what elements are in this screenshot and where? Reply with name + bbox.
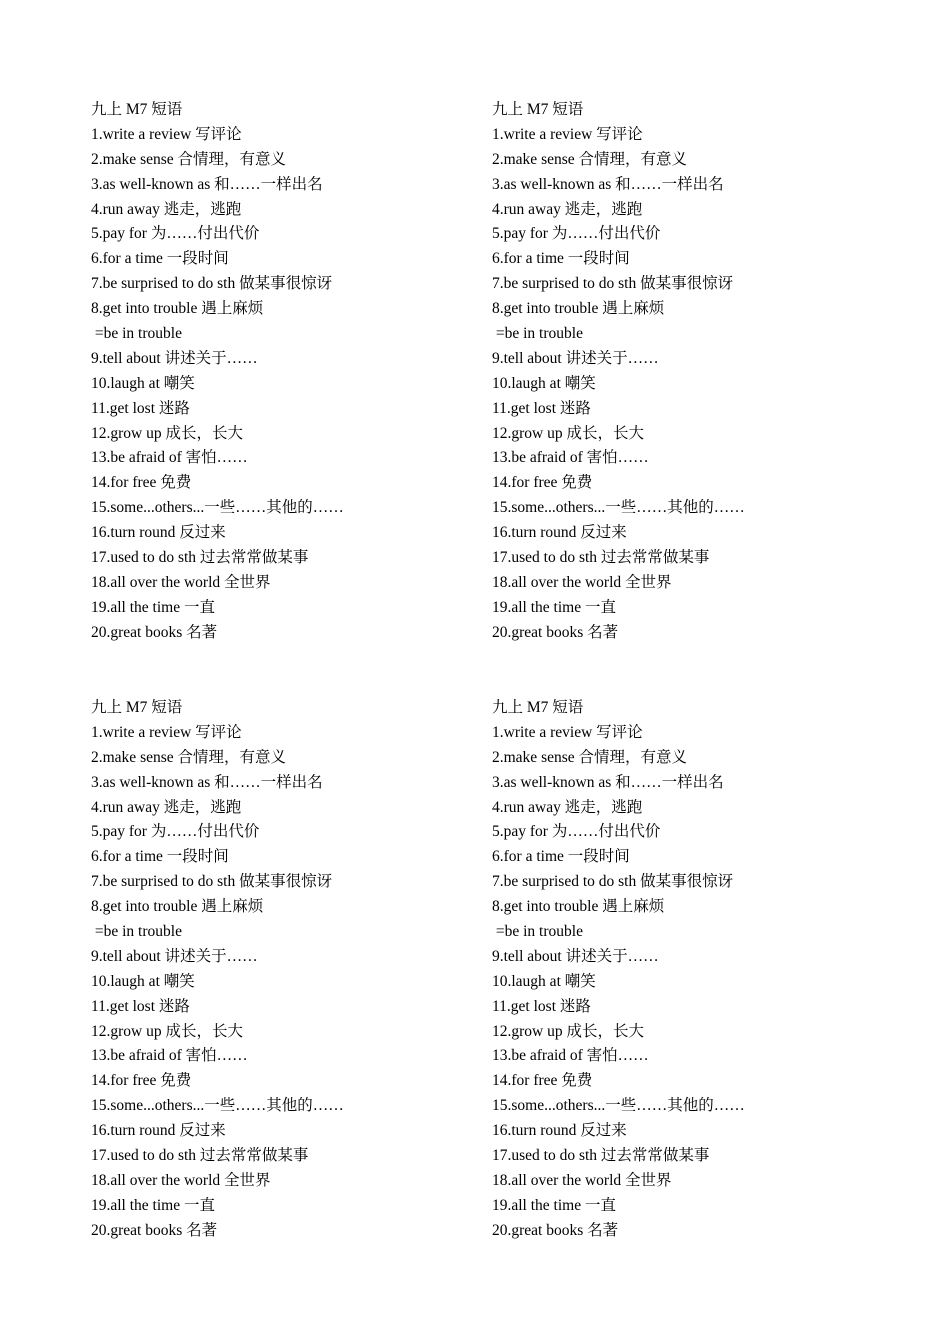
list-item: 13.be afraid of 害怕…… [91,1047,248,1065]
list-item: 16.turn round 反过来 [91,524,226,542]
list-item: 8.get into trouble 遇上麻烦 [91,898,264,916]
list-item: =be in trouble [91,325,182,343]
list-item: 17.used to do sth 过去常常做某事 [492,549,710,567]
list-item: 13.be afraid of 害怕…… [492,1047,649,1065]
list-title: 九上 M7 短语 [91,101,183,118]
list-item: 11.get lost 迷路 [492,399,591,417]
list-item: 17.used to do sth 过去常常做某事 [91,549,309,567]
list-item: 10.laugh at 嘲笑 [91,374,195,392]
list-item: 12.grow up 成长，长大 [492,1022,644,1040]
list-item: 9.tell about 讲述关于…… [91,349,258,367]
list-item: 3.as well-known as 和……一样出名 [492,175,724,193]
list-item: 19.all the time 一直 [91,1196,215,1214]
list-item: 19.all the time 一直 [91,598,215,616]
list-item: 20.great books 名著 [91,1221,218,1239]
list-item: 10.laugh at 嘲笑 [492,374,596,392]
phrase-list-top-left [91,98,471,646]
list-item: 2.make sense 合情理，有意义 [492,748,688,766]
list-item: 6.for a time 一段时间 [91,848,229,866]
list-title: 九上 M7 短语 [492,101,584,118]
list-item: 5.pay for 为……付出代价 [91,823,260,841]
list-item: 6.for a time 一段时间 [492,848,630,866]
list-item: 5.pay for 为……付出代价 [492,225,661,243]
list-item: 4.run away 逃走，逃跑 [91,200,242,218]
list-item: 18.all over the world 全世界 [492,1171,672,1189]
list-item: 4.run away 逃走，逃跑 [91,798,242,816]
list-title: 九上 M7 短语 [492,699,584,716]
list-item: 6.for a time 一段时间 [91,250,229,268]
list-item: 10.laugh at 嘲笑 [492,972,596,990]
list-item: 14.for free 免费 [91,1072,192,1090]
list-item: 12.grow up 成长，长大 [91,424,243,442]
list-item: 16.turn round 反过来 [492,524,627,542]
list-item: 7.be surprised to do sth 做某事很惊讶 [492,275,734,293]
list-item: 16.turn round 反过来 [91,1122,226,1140]
list-item: 8.get into trouble 遇上麻烦 [492,300,665,318]
list-item: 5.pay for 为……付出代价 [91,225,260,243]
list-item: 1.write a review 写评论 [91,723,242,741]
list-item: 14.for free 免费 [91,474,192,492]
list-item: 3.as well-known as 和……一样出名 [492,773,724,791]
list-item: 1.write a review 写评论 [91,125,242,143]
list-item: 12.grow up 成长，长大 [91,1022,243,1040]
list-item: 15.some...others...一些……其他的…… [492,1097,745,1115]
list-item: 11.get lost 迷路 [91,997,190,1015]
list-item: =be in trouble [492,325,583,343]
list-item: =be in trouble [91,923,182,941]
list-item: =be in trouble [492,923,583,941]
list-item: 14.for free 免费 [492,1072,593,1090]
list-item: 8.get into trouble 遇上麻烦 [91,300,264,318]
list-item: 19.all the time 一直 [492,1196,616,1214]
list-item: 9.tell about 讲述关于…… [91,947,258,965]
phrase-list-top-right [492,98,872,646]
list-item: 18.all over the world 全世界 [492,573,672,591]
list-item: 2.make sense 合情理，有意义 [91,748,287,766]
list-item: 3.as well-known as 和……一样出名 [91,175,323,193]
list-item: 12.grow up 成长，长大 [492,424,644,442]
list-item: 7.be surprised to do sth 做某事很惊讶 [91,873,333,891]
list-item: 9.tell about 讲述关于…… [492,947,659,965]
list-item: 11.get lost 迷路 [91,399,190,417]
list-item: 11.get lost 迷路 [492,997,591,1015]
list-item: 4.run away 逃走，逃跑 [492,200,643,218]
list-item: 14.for free 免费 [492,474,593,492]
list-item: 3.as well-known as 和……一样出名 [91,773,323,791]
list-item: 15.some...others...一些……其他的…… [91,499,344,517]
list-item: 6.for a time 一段时间 [492,250,630,268]
list-item: 13.be afraid of 害怕…… [91,449,248,467]
list-title: 九上 M7 短语 [91,699,183,716]
list-item: 4.run away 逃走，逃跑 [492,798,643,816]
list-item: 8.get into trouble 遇上麻烦 [492,898,665,916]
list-item: 17.used to do sth 过去常常做某事 [492,1147,710,1165]
list-item: 15.some...others...一些……其他的…… [91,1097,344,1115]
list-item: 5.pay for 为……付出代价 [492,823,661,841]
list-item: 16.turn round 反过来 [492,1122,627,1140]
list-item: 17.used to do sth 过去常常做某事 [91,1147,309,1165]
phrase-list-bottom-left [91,696,471,1244]
list-item: 19.all the time 一直 [492,598,616,616]
list-item: 18.all over the world 全世界 [91,1171,271,1189]
phrase-list-bottom-right [492,696,872,1244]
list-item: 20.great books 名著 [492,623,619,641]
list-item: 13.be afraid of 害怕…… [492,449,649,467]
list-item: 9.tell about 讲述关于…… [492,349,659,367]
list-item: 7.be surprised to do sth 做某事很惊讶 [492,873,734,891]
list-item: 10.laugh at 嘲笑 [91,972,195,990]
list-item: 1.write a review 写评论 [492,723,643,741]
list-item: 2.make sense 合情理，有意义 [492,150,688,168]
list-item: 20.great books 名著 [492,1221,619,1239]
list-item: 20.great books 名著 [91,623,218,641]
list-item: 2.make sense 合情理，有意义 [91,150,287,168]
list-item: 7.be surprised to do sth 做某事很惊讶 [91,275,333,293]
list-item: 15.some...others...一些……其他的…… [492,499,745,517]
list-item: 18.all over the world 全世界 [91,573,271,591]
list-item: 1.write a review 写评论 [492,125,643,143]
